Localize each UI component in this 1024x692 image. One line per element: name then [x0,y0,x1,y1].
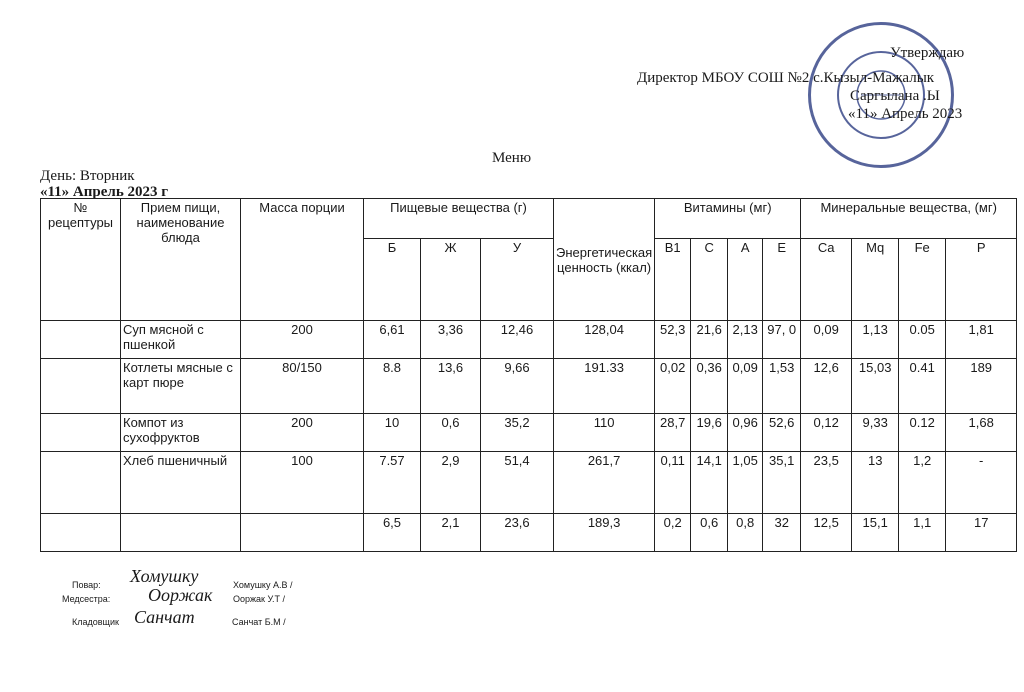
cell-b: 7.57 [364,452,421,514]
cell-b: 6,5 [364,514,421,552]
cell-c: 0,6 [691,514,728,552]
cell-ca: 0,09 [801,321,852,359]
cell-mq: 1,13 [852,321,899,359]
cell-mq: 15,1 [852,514,899,552]
cell-b1: 0,02 [655,359,691,414]
header-mq: Mq [852,239,899,321]
cell-e: 97, 0 [763,321,801,359]
cell-b1: 28,7 [655,414,691,452]
header-recipe: № рецептуры [41,199,121,321]
cell-b1: 52,3 [655,321,691,359]
cell-name: Суп мясной с пшенкой [121,321,241,359]
cell-mass [241,514,364,552]
cell-zh: 13,6 [421,359,481,414]
cell-ca: 23,5 [801,452,852,514]
cell-a: 0,09 [728,359,763,414]
cell-name [121,514,241,552]
header-p: P [946,239,1017,321]
cell-a: 2,13 [728,321,763,359]
store-name: Санчат Б.М / [232,617,286,627]
cell-u: 35,2 [481,414,554,452]
header-vitamins: Витамины (мг) [655,199,801,239]
cell-mq: 13 [852,452,899,514]
nurse-label: Медсестра: [62,594,111,604]
cell-name: Хлеб пшеничный [121,452,241,514]
cell-p: 1,68 [946,414,1017,452]
date-label: «11» Апрель 2023 г [40,184,169,200]
table-row [41,359,1017,414]
cell-p: 1,81 [946,321,1017,359]
header-b: Б [364,239,421,321]
cell-energy: 189,3 [554,514,655,552]
header-meal: Прием пищи, наименование блюда [121,199,241,321]
cell-ca: 12,5 [801,514,852,552]
header-energy: Энергетическая ценность (ккал) [554,199,655,321]
nurse-name: Ооржак У.Т / [233,594,285,604]
cook-signature: Хомушку [130,566,199,586]
cell-recipe [41,452,121,514]
header-e: E [763,239,801,321]
cell-a: 1,05 [728,452,763,514]
approval-name: Саргылана .Ы [850,88,940,104]
cell-u: 23,6 [481,514,554,552]
cell-mass: 200 [241,321,364,359]
cell-zh: 0,6 [421,414,481,452]
table-row [41,514,1017,552]
header-ca: Ca [801,239,852,321]
cook-label: Повар: [72,580,101,590]
cell-e: 32 [763,514,801,552]
cell-fe: 1,2 [899,452,946,514]
menu-table [40,198,1017,552]
header-a: A [728,239,763,321]
header-nutrients: Пищевые вещества (г) [364,199,554,239]
table-row [41,452,1017,514]
header-fe: Fe [899,239,946,321]
header-zh: Ж [421,239,481,321]
cell-ca: 0,12 [801,414,852,452]
cell-u: 12,46 [481,321,554,359]
cell-a: 0,8 [728,514,763,552]
cell-b: 10 [364,414,421,452]
nurse-signature: Ооржак [148,585,213,605]
store-signature: Санчат [134,607,195,627]
cell-p: 17 [946,514,1017,552]
cell-b1: 0,11 [655,452,691,514]
cell-energy: 261,7 [554,452,655,514]
approval-date: «11» Апрель 2023 [848,106,963,122]
cell-ca: 12,6 [801,359,852,414]
cell-energy: 128,04 [554,321,655,359]
cell-zh: 2,1 [421,514,481,552]
cell-recipe [41,321,121,359]
header-b1: B1 [655,239,691,321]
cell-energy: 191.33 [554,359,655,414]
cell-fe: 0.41 [899,359,946,414]
day-label: День: Вторник [40,168,135,184]
table-row [41,321,1017,359]
cell-mass: 100 [241,452,364,514]
page-title: Меню [492,150,532,166]
cell-recipe [41,414,121,452]
cell-e: 52,6 [763,414,801,452]
cell-recipe [41,359,121,414]
header-minerals: Минеральные вещества, (мг) [801,199,1017,239]
header-c: C [691,239,728,321]
cell-mq: 15,03 [852,359,899,414]
cell-name: Котлеты мясные с карт пюре [121,359,241,414]
cell-e: 1,53 [763,359,801,414]
cell-e: 35,1 [763,452,801,514]
cell-u: 51,4 [481,452,554,514]
cell-mass: 200 [241,414,364,452]
cell-zh: 3,36 [421,321,481,359]
cook-name: Хомушку А.В / [233,580,293,590]
header-mass: Масса порции [241,199,364,321]
cell-fe: 0.05 [899,321,946,359]
cell-b: 8.8 [364,359,421,414]
cell-c: 19,6 [691,414,728,452]
cell-zh: 2,9 [421,452,481,514]
cell-recipe [41,514,121,552]
store-label: Кладовщик [72,617,119,627]
cell-c: 0,36 [691,359,728,414]
cell-p: 189 [946,359,1017,414]
cell-mass: 80/150 [241,359,364,414]
cell-name: Компот из сухофруктов [121,414,241,452]
approval-director: Директор МБОУ СОШ №2 с.Кызыл-Мажалык [637,70,935,86]
cell-fe: 0.12 [899,414,946,452]
cell-c: 14,1 [691,452,728,514]
cell-u: 9,66 [481,359,554,414]
header-u: У [481,239,554,321]
cell-mq: 9,33 [852,414,899,452]
cell-fe: 1,1 [899,514,946,552]
cell-b1: 0,2 [655,514,691,552]
table-row [41,414,1017,452]
cell-c: 21,6 [691,321,728,359]
cell-p: - [946,452,1017,514]
cell-a: 0,96 [728,414,763,452]
cell-energy: 110 [554,414,655,452]
cell-b: 6,61 [364,321,421,359]
approval-approve: Утверждаю [890,45,965,61]
